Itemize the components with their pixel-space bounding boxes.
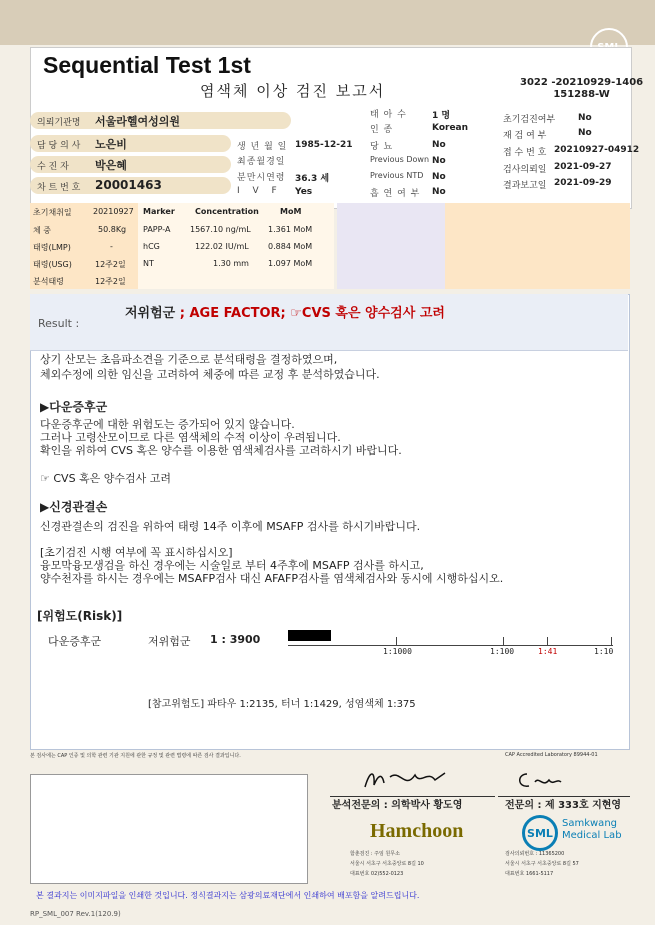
body-text: 양수천자를 하시는 경우에는 MSAFP검사 대신 AFAFP검사를 염색체검사와 동시에 시행하십시오.: [40, 572, 504, 585]
info-value-request-date: 2021-09-27: [554, 162, 612, 172]
info-value-smoking: No: [432, 187, 446, 197]
table-label: 분석태령: [33, 277, 64, 286]
empty-table-bg: [337, 203, 445, 289]
report-title-en: Sequential Test 1st: [43, 52, 251, 78]
info-value-receipt: 20210927-04912: [554, 145, 640, 155]
signature-right: [515, 768, 565, 792]
risk-scale: [288, 645, 613, 646]
notes-box: [30, 774, 308, 884]
table-value: 50.8Kg: [98, 225, 127, 234]
table-value: 12주2일: [95, 277, 126, 286]
sml-info: 검사의뢰번호 : 11365200: [505, 851, 565, 857]
sml-info: 대표번호 1661-5117: [505, 871, 554, 877]
marker-name: NT: [143, 259, 154, 268]
risk-tick-label: 1:100: [490, 647, 515, 656]
info-value-chart: 20001463: [95, 178, 162, 192]
body-text: ☞ CVS 혹은 양수검사 고려: [40, 472, 172, 485]
report-title-ko: 염색체 이상 검진 보고서: [200, 82, 386, 100]
document-number: 3022 -20210929-1406 151288-W: [520, 77, 644, 100]
info-label: 태 아 수: [370, 110, 407, 120]
section-heading-down: ▶다운증후군: [40, 400, 108, 414]
table-label: 태령(USG): [33, 260, 72, 269]
risk-tick-label: 1:10: [594, 647, 614, 656]
footer-notice: 본 결과지는 이미지파일을 인쇄한 것입니다. 정식결과지는 삼광의료재단에서 인쇄하여 배포함을 알려드립니다.: [36, 891, 420, 900]
info-label: 접 수 번 호: [503, 148, 547, 158]
footnote-left: 본 검사에는 CAP 인증 및 의학 관련 기관 지원에 관한 규정 및 관련 법령에 따른 검사 결과입니다.: [30, 753, 241, 759]
signature-line-right: [498, 796, 630, 797]
result-label: Result :: [38, 317, 80, 330]
info-value-race: Korean: [432, 123, 469, 133]
info-value-prev-down: No: [432, 156, 446, 166]
info-value-doctor: 노은비: [95, 138, 127, 151]
info-label: Previous NTD: [370, 171, 424, 180]
info-label: 최종월경일: [237, 157, 286, 167]
table-label: 체 중: [33, 226, 51, 235]
table-value: -: [110, 242, 113, 251]
info-label: 흡 연 여 부: [370, 189, 421, 199]
info-value-prev-ntd: No: [432, 172, 446, 182]
marker-concentration: 1567.10 ng/mL: [190, 225, 251, 234]
info-value-initial: No: [578, 113, 592, 123]
footer-code: RP_SML_007 Rev.1(120.9): [30, 910, 121, 918]
info-value-institution: 서울라헬여성의원: [95, 115, 181, 128]
risk-bar: [288, 630, 331, 641]
specialist-title: 전문의 : 제 333호 지현영: [505, 800, 622, 811]
body-text: 그러나 고령산모이므로 다른 염색체의 수적 이상이 우려됩니다.: [40, 431, 341, 444]
info-label: 인 종: [370, 125, 394, 135]
info-value-diabetes: No: [432, 140, 446, 150]
table-value: 20210927: [93, 207, 134, 216]
risk-name: 다운증후군: [48, 635, 102, 648]
marker-mom: 1.097 MoM: [268, 259, 313, 268]
signature-left: [360, 765, 450, 795]
info-value-retest: No: [578, 128, 592, 138]
info-label: 재 검 여 부: [503, 131, 547, 141]
marker-concentration: 122.02 IU/mL: [195, 242, 249, 251]
header-band: [0, 0, 655, 45]
body-text: 신경관결손의 검진을 위하여 태령 14주 이후에 MSAFP 검사를 하시기바랍니다.: [40, 520, 421, 533]
info-label: 검사의뢰일: [503, 165, 547, 175]
hamchoon-info: 함춘검진 : 주임 원무소: [350, 851, 400, 857]
marker-name: PAPP-A: [143, 225, 171, 234]
marker-mom: 1.361 MoM: [268, 225, 313, 234]
body-text: 확인을 위하여 CVS 혹은 양수를 이용한 염색체검사를 고려하시기 바랍니다.: [40, 444, 402, 457]
analyst-title: 분석전문의 : 의학박사 황도영: [332, 800, 463, 811]
marker-mom: 0.884 MoM: [268, 242, 313, 251]
risk-tick: [396, 637, 397, 646]
concentration-header: Concentration: [195, 207, 259, 216]
body-text: 융모막융모생검을 하신 경우에는 시술일로 부터 4주후에 MSAFP 검사를 하시고,: [40, 559, 424, 572]
info-value-age: 36.3 세: [295, 174, 330, 184]
sml-info: 서울시 서초구 서초중앙로 8길 57: [505, 861, 579, 867]
info-label: 당 뇨: [370, 142, 394, 152]
info-value-ivf: Yes: [295, 187, 313, 197]
table-label: 초기채취일: [33, 208, 72, 217]
body-text: [초기검진 시행 여부에 꼭 표시하십시오]: [40, 546, 233, 559]
sml-lab-logo: SML: [522, 815, 558, 851]
section-heading-ntd: ▶신경관결손: [40, 500, 108, 514]
info-value-patient: 박은혜: [95, 159, 127, 172]
table-value: 12주2일: [95, 260, 126, 269]
table-label: 태령(LMP): [33, 243, 71, 252]
info-label: Previous Down: [370, 155, 430, 164]
info-label: 초기검진여부: [503, 115, 556, 125]
marker-header: Marker: [143, 207, 175, 216]
info-label: 담 당 의 사: [37, 141, 81, 151]
info-label: 의뢰기관명: [37, 118, 81, 128]
sml-lab-name: Samkwang Medical Lab: [562, 818, 622, 841]
info-value-report-date: 2021-09-29: [554, 178, 612, 188]
hamchoon-info: 서울시 서초구 서초중앙로 8길 10: [350, 861, 424, 867]
mom-header: MoM: [280, 207, 302, 216]
body-text: 상기 산모는 초음파소견을 기준으로 분석태령을 결정하였으며,: [40, 353, 338, 366]
info-label: 차 트 번 호: [37, 183, 81, 193]
info-label: 결과보고일: [503, 181, 547, 191]
risk-tick-label: 1:41: [538, 647, 558, 656]
risk-ratio: 1 : 3900: [210, 633, 261, 646]
signature-line-left: [330, 796, 495, 797]
marker-name: hCG: [143, 242, 160, 251]
body-text: 다운증후군에 대한 위험도는 증가되어 있지 않습니다.: [40, 418, 295, 431]
risk-tick: [611, 637, 612, 646]
hamchoon-logo: Hamchoon: [370, 820, 464, 842]
risk-heading: [위험도(Risk)]: [37, 609, 123, 623]
info-label: 분만시연령: [237, 173, 286, 183]
empty-table-bg: [445, 203, 630, 289]
info-value-fetus: 1 명: [432, 111, 451, 121]
risk-tick: [503, 637, 504, 646]
result-summary: 저위험군 ; AGE FACTOR; ☞CVS 혹은 양수검사 고려: [125, 306, 445, 321]
risk-level: 저위험군: [148, 635, 191, 648]
info-label: 수 진 자: [37, 162, 69, 172]
info-value-birth: 1985-12-21: [295, 140, 353, 150]
info-label: I V F: [237, 186, 282, 196]
info-label: 생 년 월 일: [237, 142, 288, 152]
body-text: 체외수정에 의한 임신을 고려하여 체중에 따른 교정 후 분석하였습니다.: [40, 368, 380, 381]
marker-concentration: 1.30 mm: [213, 259, 249, 268]
hamchoon-info: 대표번호 02)552-0123: [350, 871, 404, 877]
footnote-right: CAP Accredited Laboratory 89944-01: [505, 752, 598, 758]
risk-tick-label: 1:1000: [383, 647, 412, 656]
risk-reference: [참고위험도] 파타우 1:2135, 터너 1:1429, 성염색체 1:375: [148, 699, 416, 710]
risk-tick: [547, 637, 548, 646]
